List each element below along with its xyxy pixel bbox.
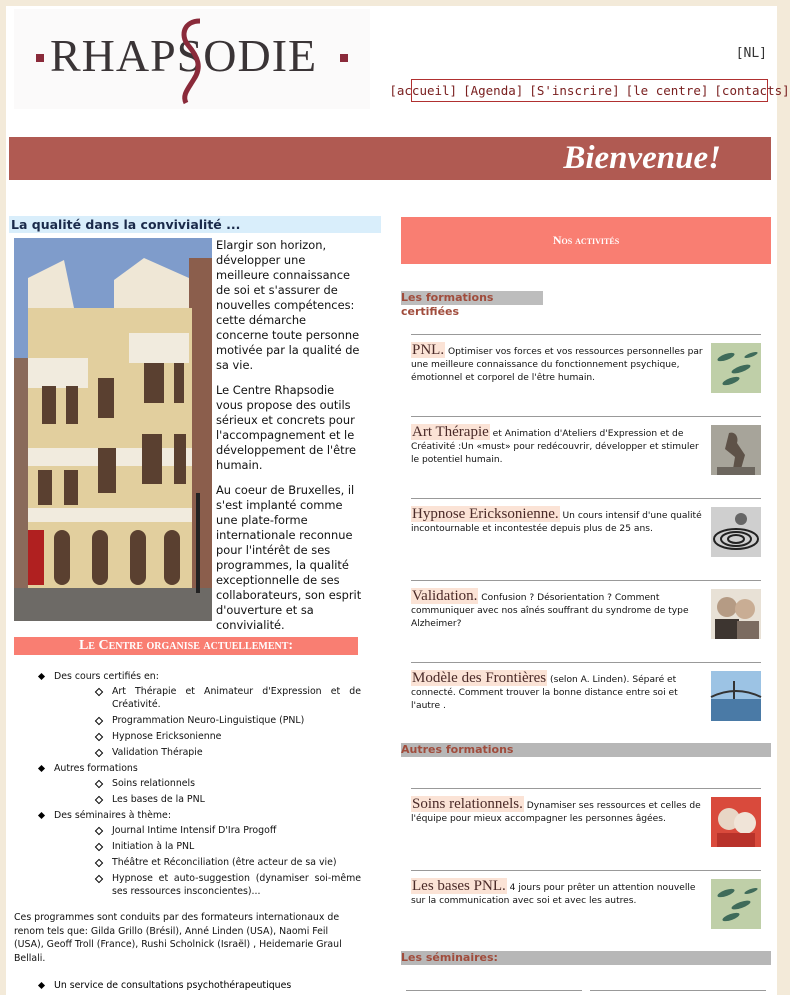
sculpture-thumbnail[interactable] [711, 425, 761, 475]
activity-title[interactable]: Soins relationnels. [412, 796, 523, 812]
list-subitem: Soins relationnels [54, 777, 361, 790]
building-photo [14, 238, 212, 621]
activity-desc: Optimiser vos forces et vos ressources personnelles par une meilleure connaissance du fonctionnement psychique, émotionnel et corporel de l'être humain. [411, 347, 703, 383]
list-subitem: Journal Intime Intensif D'Ira Progoff [54, 824, 361, 837]
divider [590, 990, 766, 991]
logo-dot-right [340, 54, 348, 62]
activity-art-therapie[interactable] [411, 416, 761, 497]
activity-desc: Un cours intensif d'une qualité incontournable et incontestée depuis plus de 25 ans. [411, 511, 702, 534]
list-subitem: Initiation à la PNL [54, 840, 361, 853]
logo-text: RHAPSODIE [50, 30, 318, 81]
bridge-thumbnail[interactable] [711, 671, 761, 721]
list-subitem: Validation Thérapie [54, 746, 361, 759]
activities-heading: Nos activités [401, 217, 771, 264]
nav-sinscrire[interactable]: [S'inscrire] [529, 83, 620, 98]
activity-bases-pnl[interactable] [411, 870, 761, 951]
site-logo[interactable] [14, 9, 370, 109]
section-seminars-heading: Les séminaires: [401, 951, 771, 965]
activity-title[interactable]: Art Thérapie [412, 424, 489, 440]
service-list-item: Un service de consultations psychothérapeutiques [36, 979, 361, 992]
list-item: Des séminaires à thème: Journal Intime Intensif D'Ira Progoff Initiation à la PNL Théâtre et Réconciliation (être acteur de sa vie) Hypnose et auto-suggestion (dynamiser soi-même ses ressources insconcientes)... [36, 809, 361, 898]
fish-thumbnail[interactable] [711, 879, 761, 929]
nav-le-centre[interactable]: [le centre] [625, 83, 709, 98]
activity-validation[interactable] [411, 580, 761, 661]
activity-title[interactable]: Hypnose Ericksonienne. [412, 506, 559, 522]
list-subitem: Les bases de la PNL [54, 793, 361, 806]
activity-desc: Dynamiser ses ressources et celles de l'équipe pour mieux accompagner les personnes âgées. [411, 801, 701, 824]
elderly-thumbnail[interactable] [711, 589, 761, 639]
nav-accueil[interactable]: [accueil] [389, 83, 458, 98]
nav-agenda[interactable]: [Agenda] [463, 83, 524, 98]
logo-dot-left [36, 54, 44, 62]
section-other-heading: Autres formations [401, 743, 771, 757]
intro-paragraph: Au coeur de Bruxelles, il s'est implanté comme une plate-forme internationale reconnue pour l'intérêt de ses programmes, la qualité exceptionnelle de ses collaborateurs, son esprit d'ouverture et sa convivialité. [216, 483, 362, 632]
list-subitem: Hypnose et auto-suggestion (dynamiser soi-même ses ressources insconcientes)... [54, 872, 361, 898]
activity-hypnose[interactable] [411, 498, 761, 579]
divider [406, 990, 582, 991]
top-navigation [389, 79, 790, 102]
logo-swirl-icon [174, 15, 208, 105]
spiral-thumbnail[interactable] [711, 507, 761, 557]
activity-desc: Confusion ? Désorientation ? Comment communiquer avec nos aînés souffrant du syndrome de type Alzheimer? [411, 593, 689, 629]
activity-title[interactable]: Modèle des Frontières [412, 670, 547, 686]
section-certified-heading: Les formations certifiées [401, 291, 543, 305]
list-subitem: Programmation Neuro-Linguistique (PNL) [54, 714, 361, 727]
list-subitem: Art Thérapie et Animateur d'Expression et de Créativité. [54, 685, 361, 711]
seniors-thumbnail[interactable] [711, 797, 761, 847]
activity-desc: 4 jours pour prêter un attention nouvelle sur la communication avec soi et avec les autres. [411, 883, 696, 906]
intro-paragraph: Le Centre Rhapsodie vous propose des outils sérieux et concrets pour l'accompagnement et le développement de l'être humain. [216, 383, 357, 472]
list-subitem: Hypnose Ericksonienne [54, 730, 361, 743]
activity-desc: (selon A. Linden). Séparé et connecté. Comment trouver la bonne distance entre soi et l'autre . [411, 675, 678, 711]
left-heading: La qualité dans la convivialité ... [9, 216, 381, 233]
language-switch-link[interactable]: [NL] [735, 46, 767, 61]
activity-desc: et Animation d'Ateliers d'Expression et de Créativité :Un «must» pour redécouvrir, développer et stimuler le potentiel humain. [411, 429, 699, 465]
list-item: Des cours certifiés en: Art Thérapie et Animateur d'Expression et de Créativité. Programmation Neuro-Linguistique (PNL) Hypnose Ericksonienne Validation Thérapie [36, 670, 361, 759]
activity-title[interactable]: Les bases PNL. [412, 878, 506, 894]
welcome-banner [9, 137, 771, 180]
trainers-paragraph: Ces programmes sont conduits par des formateurs internationaux de renom tels que: Gilda Grillo (Brésil), Anné Linden (USA), Naomi Feil (USA), Geoff Troll (France), Rushi Scholnick (Israël) , Heidemarie Graul Bellali. [14, 912, 342, 964]
activity-title[interactable]: Validation. [412, 588, 478, 604]
intro-paragraph: Elargir son horizon, développer une meilleure connaissance de soi et s'assurer de nouvelles compétences: cette démarche concerne toute personne motivée par la qualité de sa vie. [216, 238, 360, 372]
banner-title: Bienvenue! [563, 140, 721, 176]
activity-frontieres[interactable] [411, 662, 761, 743]
intro-text [216, 238, 362, 643]
nav-contacts[interactable]: [contacts] [714, 83, 790, 98]
program-list [36, 670, 361, 901]
list-subitem: Théâtre et Réconciliation (être acteur de sa vie) [54, 856, 361, 869]
activity-soins-relationnels[interactable] [411, 788, 761, 869]
fish-thumbnail[interactable] [711, 343, 761, 393]
list-item: Autres formations Soins relationnels Les bases de la PNL [36, 762, 361, 806]
activity-pnl[interactable] [411, 334, 761, 415]
page [6, 6, 790, 995]
organise-heading: Le Centre organise actuellement: [14, 637, 358, 655]
activity-title[interactable]: PNL. [412, 342, 445, 358]
